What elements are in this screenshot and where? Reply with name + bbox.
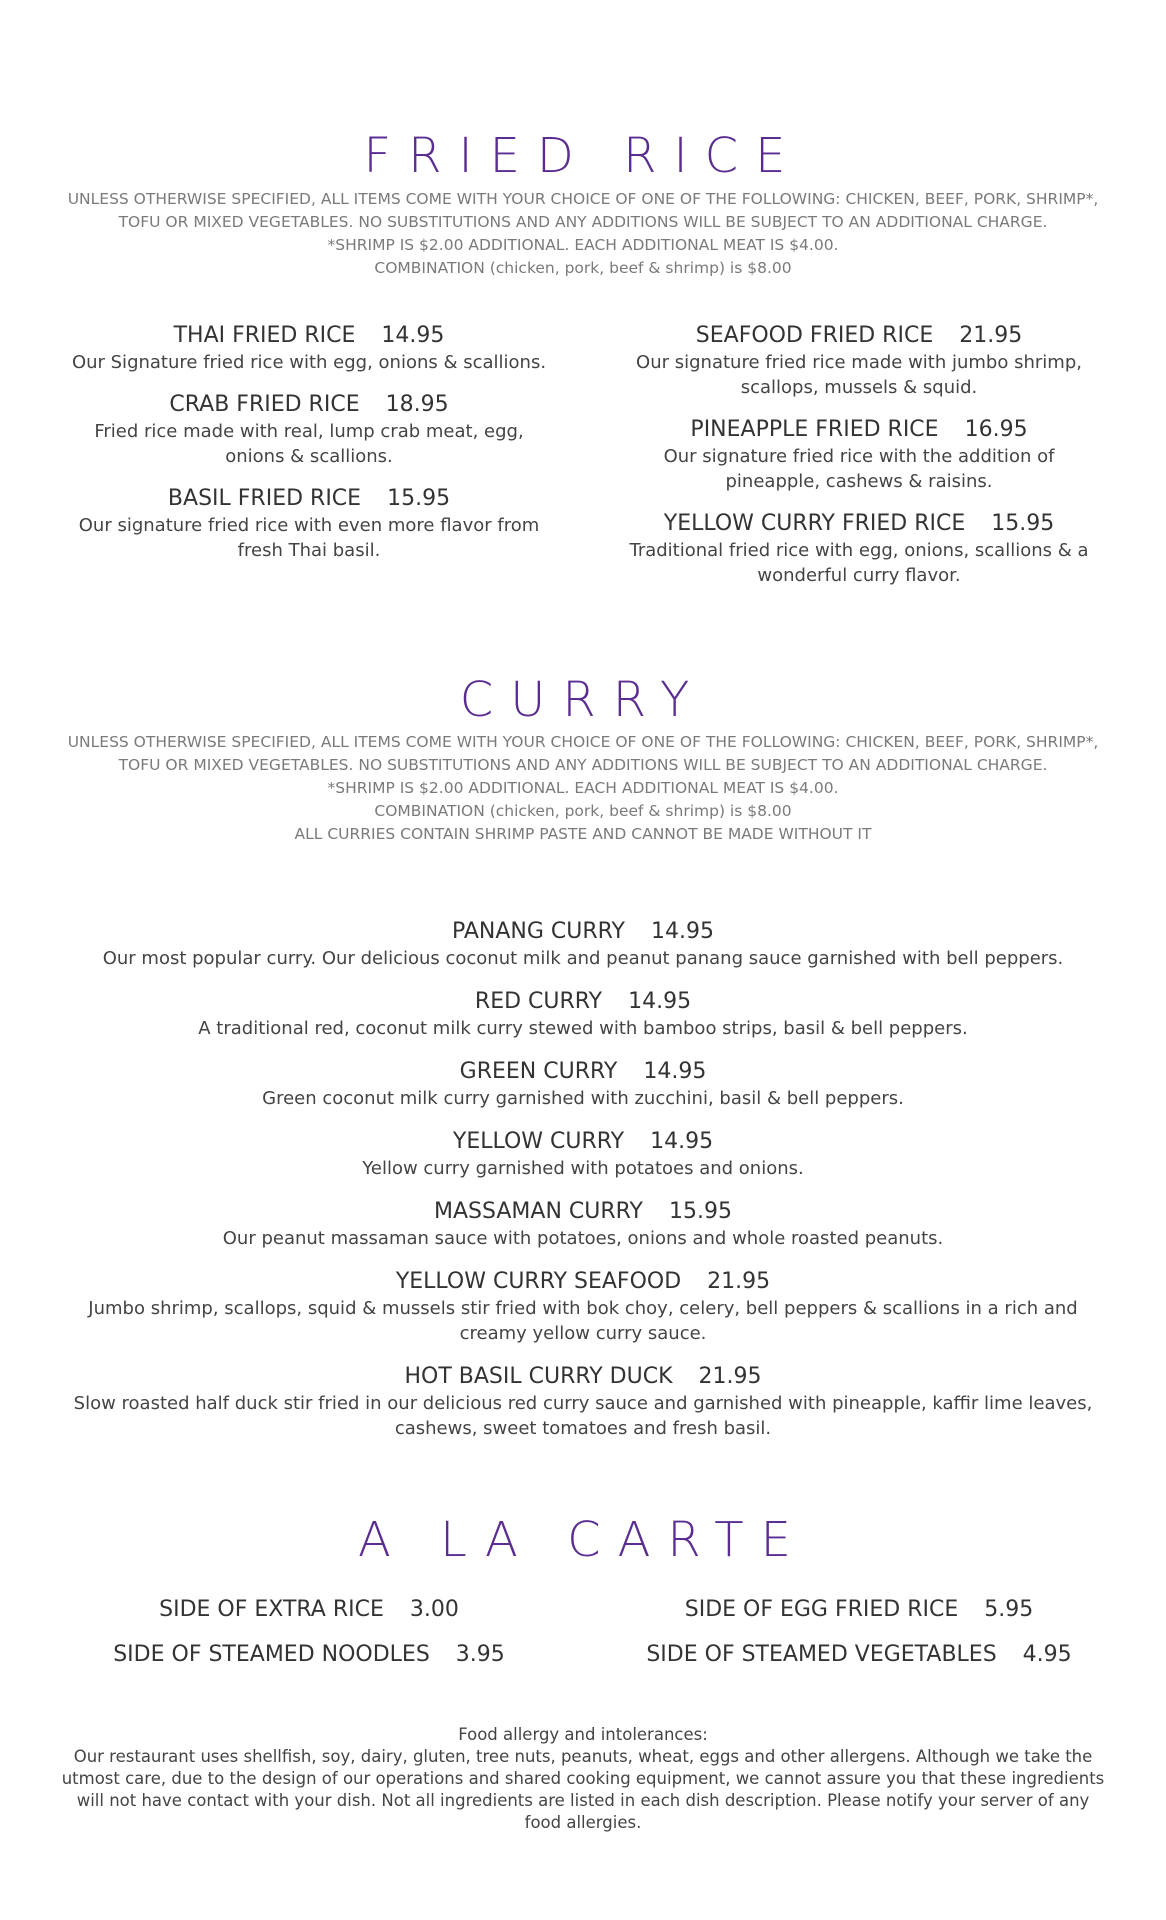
menu-item: [60, 1128, 1106, 1181]
item-description: Green coconut milk curry garnished with zucchini, basil & bell peppers.: [262, 1088, 904, 1109]
menu-item: [60, 988, 1106, 1041]
item-name: CRAB FRIED RICE: [169, 392, 360, 417]
fried-rice-left-column: [70, 322, 548, 579]
item-price: 14.95: [650, 1129, 714, 1154]
menu-item: [60, 1058, 1106, 1111]
item-price: 14.95: [381, 323, 445, 348]
item-name: HOT BASIL CURRY DUCK: [404, 1364, 673, 1389]
item-price: 21.95: [698, 1364, 762, 1389]
item-price: 15.95: [991, 511, 1055, 536]
item-description: Traditional fried rice with egg, onions, scallions & a wonderful curry flavor.: [629, 540, 1089, 586]
notice-line: COMBINATION (chicken, pork, beef & shrimp) is $8.00: [374, 802, 792, 820]
menu-item: [70, 322, 548, 375]
menu-item: [620, 510, 1098, 588]
curry-list: [60, 918, 1106, 1458]
menu-item: [620, 322, 1098, 400]
item-price: 4.95: [1022, 1642, 1072, 1667]
item-price: 14.95: [628, 989, 692, 1014]
side-item: [620, 1597, 1098, 1622]
item-name: BASIL FRIED RICE: [167, 486, 362, 511]
menu-item: [60, 1268, 1106, 1346]
allergy-text: Our restaurant uses shellfish, soy, dairy, gluten, tree nuts, peanuts, wheat, eggs and other allergens. Although we take the utmost care, due to the design of our operations and shared cooking equipment, we cannot assure you that these ingredients will not have contact with your dish. Not all ingredients are listed in each dish description. Please notify your server of any food allergies.: [61, 1747, 1105, 1832]
item-name: SEAFOOD FRIED RICE: [695, 323, 934, 348]
item-name: SIDE OF EXTRA RICE: [159, 1597, 384, 1622]
notice-line: *SHRIMP IS $2.00 ADDITIONAL. EACH ADDITIONAL MEAT IS $4.00.: [327, 236, 839, 254]
item-description: Jumbo shrimp, scallops, squid & mussels stir fried with bok choy, celery, bell peppers & scallions in a rich and creamy yellow curry sauce.: [88, 1298, 1078, 1344]
notice-line: ALL CURRIES CONTAIN SHRIMP PASTE AND CANNOT BE MADE WITHOUT IT: [294, 825, 872, 843]
item-price: 21.95: [959, 323, 1023, 348]
item-price: 18.95: [385, 392, 449, 417]
item-name: PINEAPPLE FRIED RICE: [690, 417, 939, 442]
item-name: SIDE OF STEAMED NOODLES: [113, 1642, 430, 1667]
notice-line: *SHRIMP IS $2.00 ADDITIONAL. EACH ADDITIONAL MEAT IS $4.00.: [327, 779, 839, 797]
item-description: Our most popular curry. Our delicious coconut milk and peanut panang sauce garnished with bell peppers.: [102, 948, 1064, 969]
notice-line: COMBINATION (chicken, pork, beef & shrimp) is $8.00: [374, 259, 792, 277]
menu-item: [60, 1198, 1106, 1251]
item-name: YELLOW CURRY SEAFOOD: [395, 1269, 682, 1294]
item-name: SIDE OF STEAMED VEGETABLES: [646, 1642, 997, 1667]
fried-rice-notice: [60, 188, 1106, 280]
notice-line: UNLESS OTHERWISE SPECIFIED, ALL ITEMS COME WITH YOUR CHOICE OF ONE OF THE FOLLOWING: CHICKEN, BEEF, PORK, SHRIMP*, TOFU OR MIXED VEGETABLES. NO SUBSTITUTIONS AND ANY ADDITIONS WILL BE SUBJECT TO AN ADDITIONAL CHARGE.: [67, 733, 1099, 774]
curry-title: CURRY: [459, 672, 707, 728]
item-description: Our signature fried rice with even more flavor from fresh Thai basil.: [78, 515, 540, 561]
item-price: 3.95: [455, 1642, 505, 1667]
item-name: YELLOW CURRY: [452, 1129, 625, 1154]
menu-item: [60, 1363, 1106, 1441]
item-description: A traditional red, coconut milk curry stewed with bamboo strips, basil & bell peppers.: [198, 1018, 968, 1039]
item-price: 14.95: [651, 919, 714, 944]
item-description: Our peanut massaman sauce with potatoes, onions and whole roasted peanuts.: [222, 1228, 944, 1249]
item-name: YELLOW CURRY FRIED RICE: [663, 511, 966, 536]
item-description: Our signature fried rice with the addition of pineapple, cashews & raisins.: [663, 446, 1055, 492]
allergy-heading: Food allergy and intolerances:: [458, 1725, 708, 1744]
side-item: [70, 1642, 548, 1667]
item-price: 3.00: [409, 1597, 459, 1622]
curry-notice: [60, 731, 1106, 846]
item-price: 16.95: [964, 417, 1028, 442]
item-description: Yellow curry garnished with potatoes and onions.: [362, 1158, 804, 1179]
item-name: MASSAMAN CURRY: [434, 1199, 643, 1224]
fried-rice-title: FRIED RICE: [363, 128, 803, 184]
side-item: [70, 1597, 548, 1622]
item-price: 14.95: [643, 1059, 707, 1084]
item-name: PANANG CURRY: [452, 919, 625, 944]
item-description: Our Signature fried rice with egg, onions & scallions.: [71, 352, 547, 373]
item-price: 5.95: [984, 1597, 1034, 1622]
item-description: Slow roasted half duck stir fried in our delicious red curry sauce and garnished with pineapple, kaffir lime leaves, cashews, sweet tomatoes and fresh basil.: [73, 1393, 1093, 1439]
menu-item: [70, 485, 548, 563]
item-price: 15.95: [387, 486, 451, 511]
item-name: SIDE OF EGG FRIED RICE: [684, 1597, 959, 1622]
allergy-notice: [60, 1724, 1106, 1834]
menu-item: [620, 416, 1098, 494]
item-name: GREEN CURRY: [459, 1059, 618, 1084]
item-price: 21.95: [707, 1269, 771, 1294]
item-description: Our signature fried rice made with jumbo shrimp, scallops, mussels & squid.: [636, 352, 1082, 398]
notice-line: UNLESS OTHERWISE SPECIFIED, ALL ITEMS COME WITH YOUR CHOICE OF ONE OF THE FOLLOWING: CHICKEN, BEEF, PORK, SHRIMP*, TOFU OR MIXED VEGETABLES. NO SUBSTITUTIONS AND ANY ADDITIONS WILL BE SUBJECT TO AN ADDITIONAL CHARGE.: [67, 190, 1099, 231]
menu-item: [60, 918, 1106, 971]
item-price: 15.95: [668, 1199, 732, 1224]
side-item: [620, 1642, 1098, 1667]
fried-rice-right-column: [620, 322, 1098, 604]
item-name: THAI FRIED RICE: [173, 323, 356, 348]
item-name: RED CURRY: [474, 989, 603, 1014]
item-description: Fried rice made with real, lump crab meat, egg, onions & scallions.: [94, 421, 524, 467]
a-la-carte-title: A LA CARTE: [358, 1512, 808, 1568]
menu-item: [70, 391, 548, 469]
